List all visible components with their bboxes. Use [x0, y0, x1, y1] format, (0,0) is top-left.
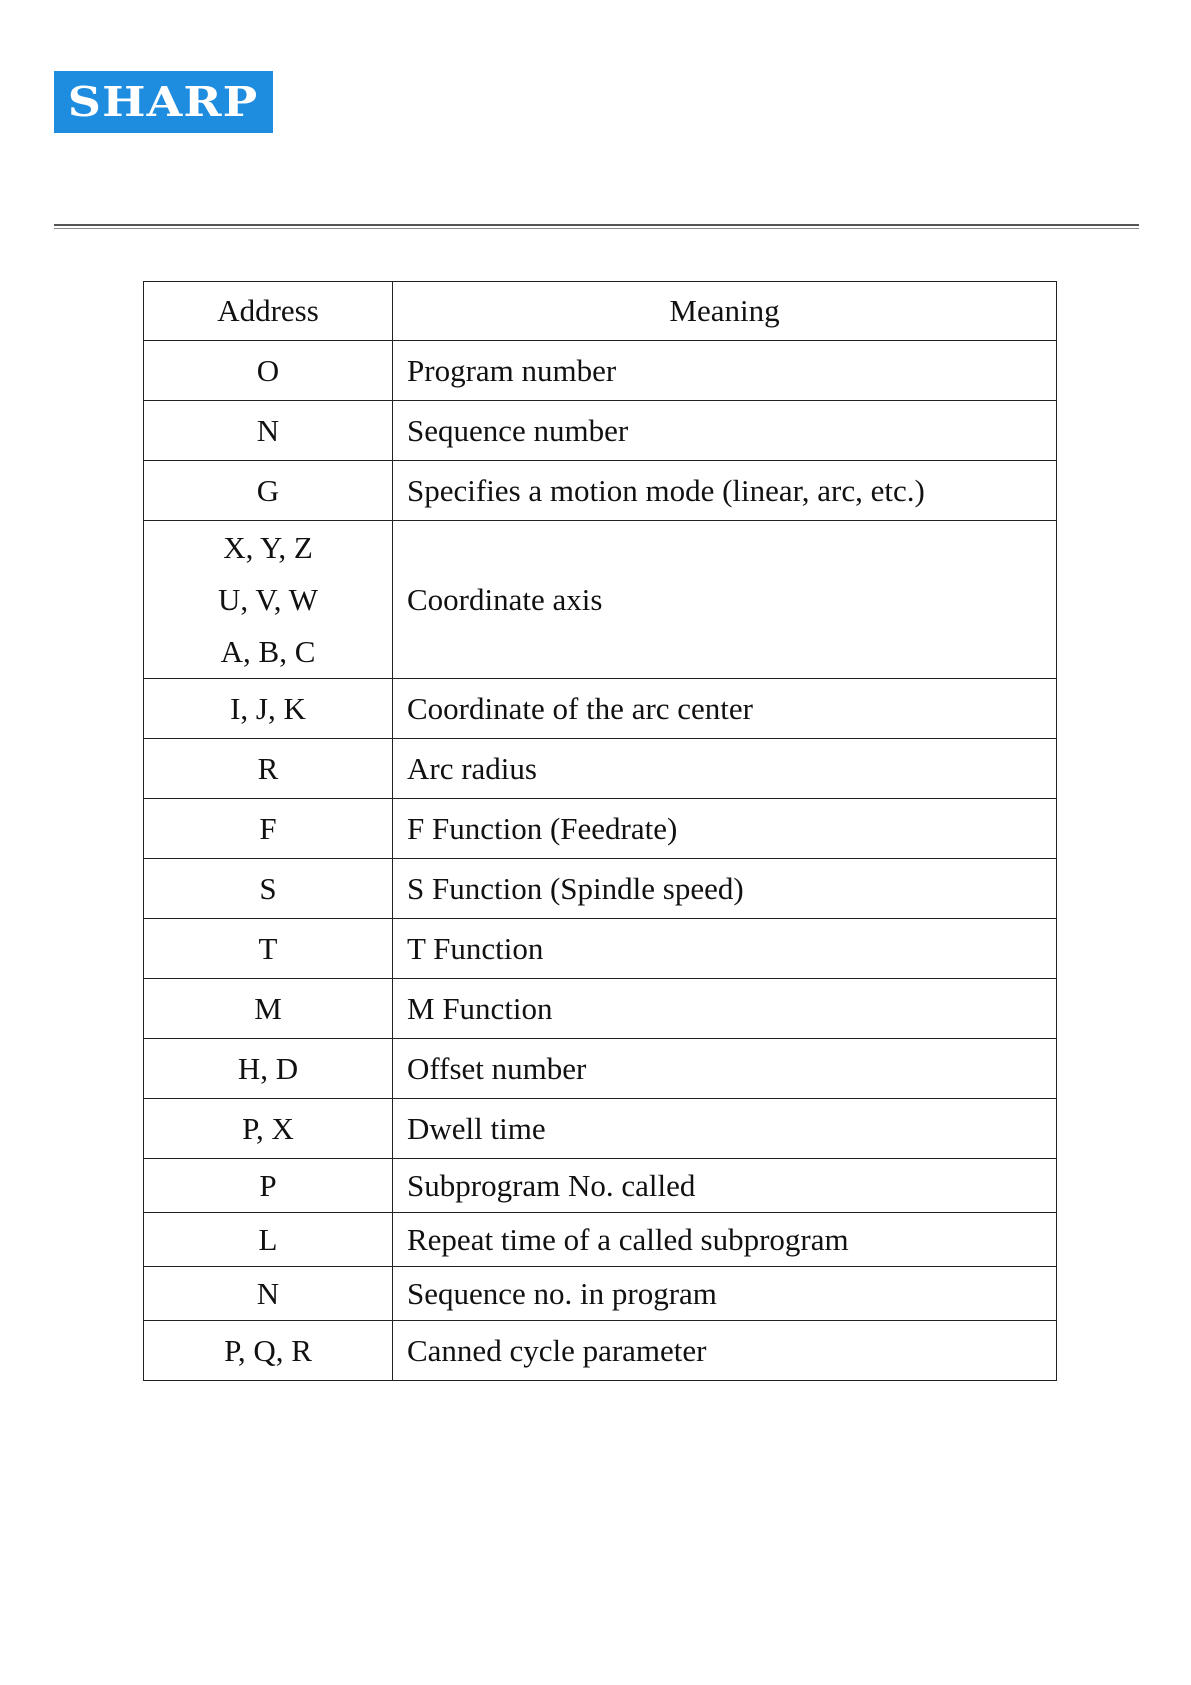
address-cell: R — [144, 739, 393, 799]
table-row — [144, 401, 1057, 461]
meaning-cell: Repeat time of a called subprogram — [393, 1213, 1057, 1267]
address-cell: M — [144, 979, 393, 1039]
table-row — [144, 1099, 1057, 1159]
column-header-address: Address — [144, 282, 393, 341]
table-row — [144, 979, 1057, 1039]
address-cell: L — [144, 1213, 393, 1267]
meaning-cell: Program number — [393, 341, 1057, 401]
table-row — [144, 341, 1057, 401]
address-line: U, V, W — [218, 581, 318, 617]
table-row — [144, 859, 1057, 919]
logo-text: SHARP — [68, 77, 259, 126]
sharp-logo — [54, 71, 273, 133]
table-row — [144, 1039, 1057, 1099]
column-header-meaning: Meaning — [393, 282, 1057, 341]
table-row — [144, 679, 1057, 739]
table-row — [144, 1213, 1057, 1267]
address-cell: P, X — [144, 1099, 393, 1159]
table-row — [144, 1159, 1057, 1213]
header-divider — [54, 224, 1139, 226]
meaning-cell: Arc radius — [393, 739, 1057, 799]
address-cell: H, D — [144, 1039, 393, 1099]
meaning-cell: Sequence number — [393, 401, 1057, 461]
meaning-cell: Sequence no. in program — [393, 1267, 1057, 1321]
address-cell: T — [144, 919, 393, 979]
table-row — [144, 799, 1057, 859]
address-cell: P — [144, 1159, 393, 1213]
header-divider-thin — [54, 228, 1139, 229]
address-cell-multi — [144, 521, 393, 679]
table-row — [144, 461, 1057, 521]
table-row — [144, 739, 1057, 799]
address-cell: O — [144, 341, 393, 401]
table-header-row — [144, 282, 1057, 341]
address-cell: N — [144, 1267, 393, 1321]
meaning-cell: Canned cycle parameter — [393, 1321, 1057, 1381]
table-row — [144, 1321, 1057, 1381]
address-cell: P, Q, R — [144, 1321, 393, 1381]
address-cell: F — [144, 799, 393, 859]
meaning-cell: M Function — [393, 979, 1057, 1039]
address-cell: G — [144, 461, 393, 521]
address-line: A, B, C — [220, 633, 316, 669]
meaning-cell: T Function — [393, 919, 1057, 979]
meaning-cell: Subprogram No. called — [393, 1159, 1057, 1213]
address-meaning-table — [143, 281, 1057, 1381]
meaning-cell: F Function (Feedrate) — [393, 799, 1057, 859]
table-row — [144, 521, 1057, 679]
meaning-cell: Specifies a motion mode (linear, arc, etc.) — [393, 461, 1057, 521]
meaning-cell: Dwell time — [393, 1099, 1057, 1159]
address-cell: N — [144, 401, 393, 461]
address-line: X, Y, Z — [223, 529, 313, 565]
meaning-cell: S Function (Spindle speed) — [393, 859, 1057, 919]
table-row — [144, 1267, 1057, 1321]
meaning-cell: Offset number — [393, 1039, 1057, 1099]
address-cell: S — [144, 859, 393, 919]
table-row — [144, 919, 1057, 979]
meaning-cell: Coordinate of the arc center — [393, 679, 1057, 739]
address-cell: I, J, K — [144, 679, 393, 739]
meaning-cell: Coordinate axis — [393, 521, 1057, 679]
